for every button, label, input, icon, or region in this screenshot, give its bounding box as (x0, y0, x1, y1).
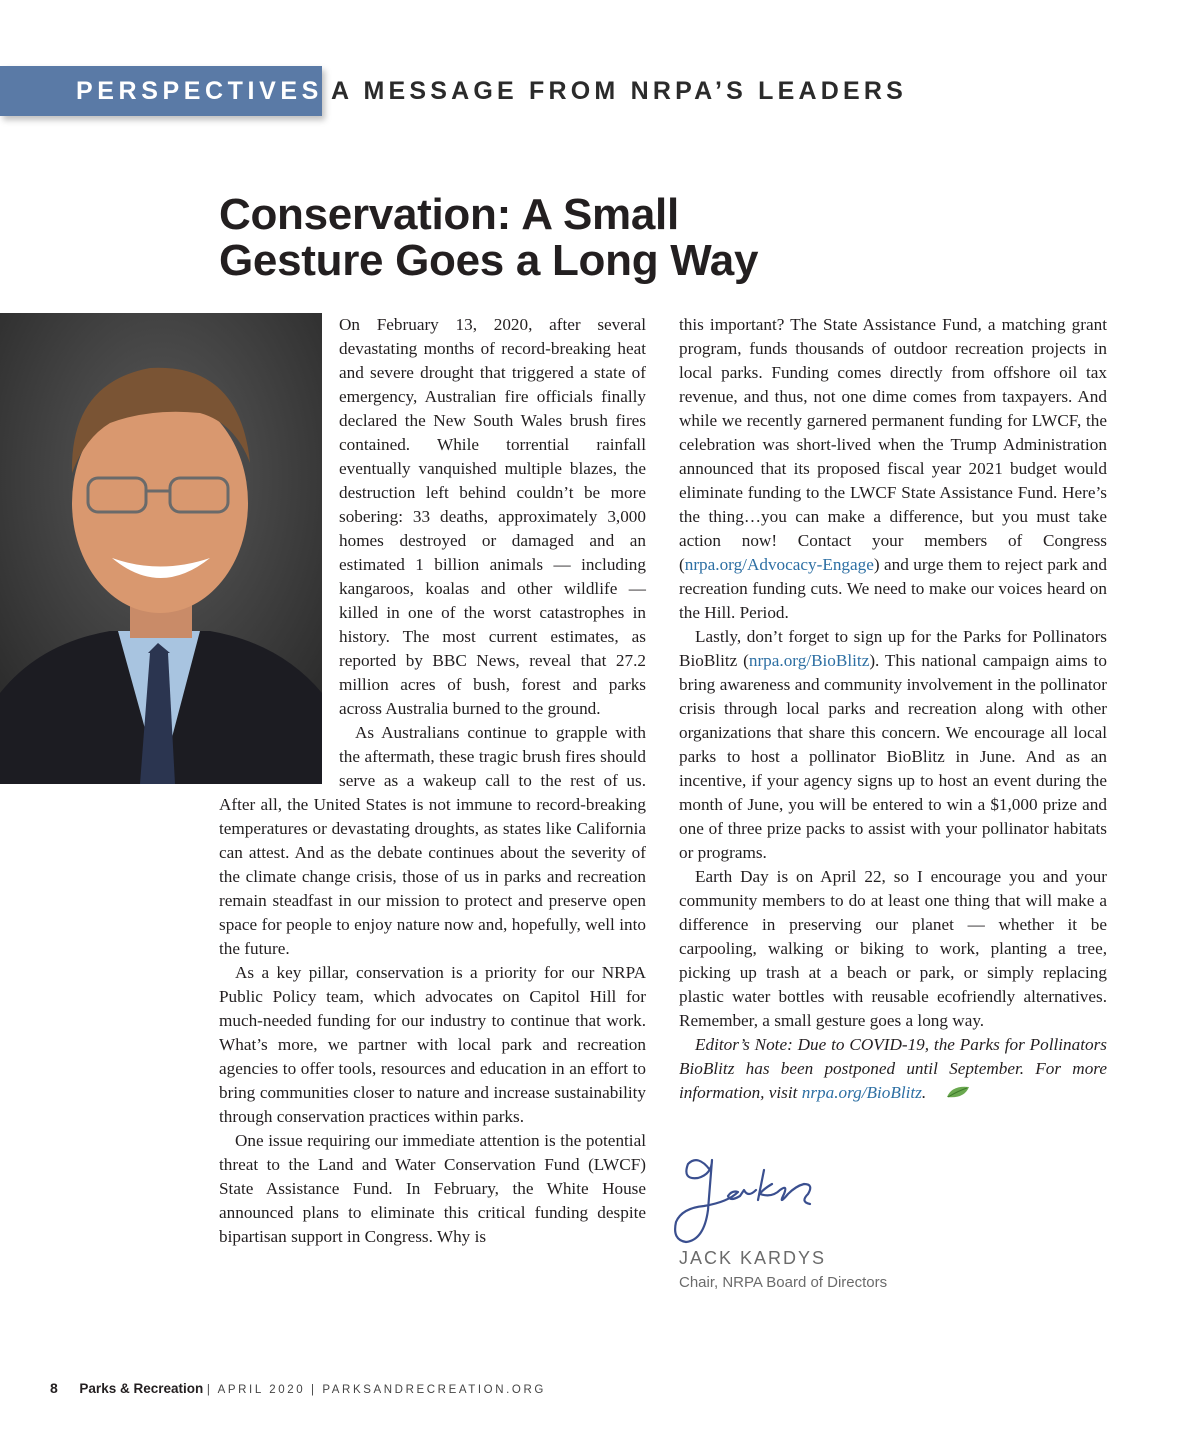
portrait-wrap-space (219, 313, 339, 781)
signature (668, 1150, 828, 1255)
section-subtitle: A MESSAGE FROM NRPA’S LEADERS (331, 77, 908, 105)
page-footer (50, 1380, 546, 1396)
leaf-icon (930, 1082, 970, 1106)
text-run: Lastly, don’t forget to sign up for the Parks for Pollinators BioBlitz ( (679, 627, 1107, 670)
bioblitz-note-link[interactable]: nrpa.org/BioBlitz (801, 1083, 922, 1102)
text-run: ) and urge them to reject park and recreation funding cuts. We need to make our voices heard on the Hill. Period. (679, 555, 1107, 622)
text-run: this important? The State Assistance Fund, a matching grant program, funds thousands of outdoor recreation projects in local parks. Funding comes directly from offshore oil tax revenue, and thus, not one dime comes from taxpayers. And while we recently garnered permanent funding for LWCF, the celebration was short-lived when the Trump Administration announced that its proposed fiscal year 2021 budget would eliminate funding to the LWCF State Assistance Fund. Here’s the thing…you can make a difference, but you must take action now! Contact your members of Congress ( (679, 315, 1107, 574)
signer-name: JACK KARDYS (679, 1248, 827, 1268)
title-line-2: Gesture Goes a Long Way (219, 236, 759, 285)
magazine-name: Parks & Recreation (79, 1381, 204, 1396)
paragraph: One issue requiring our immediate attention is the potential threat to the Land and Water Conservation Fund (LWCF) State Assistance Fund. In February, the White House announced plans to eliminate this critical funding despite bipartisan support in Congress. Why is (219, 1131, 646, 1246)
paragraph (679, 625, 1107, 865)
paragraph: As a key pillar, conservation is a priority for our NRPA Public Policy team, which advocates on Capitol Hill for much-needed funding for our industry to continue that work. What’s more, we partner with local park and recreation agencies to offer tools, resources and education in an effort to bring communities closer to nature and increase sustainability through conservation practices within parks. (219, 963, 646, 1126)
paragraph: Earth Day is on April 22, so I encourage you and your community members to do at least one thing that will make a difference in preserving our planet — whether it be carpooling, walking or biking to work, planting a tree, picking up trash at a beach or park, or simply replacing plastic water bottles with reusable ecofriendly alternatives. Remember, a small gesture goes a long way. (679, 867, 1107, 1030)
title-line-1: Conservation: A Small (219, 190, 679, 239)
text-run: ). This national campaign aims to bring awareness and community involvement in the pollinator crisis through local parks and recreation along with other organizations that share this concern. We encourage all local parks to host a pollinator BioBlitz in June. And as an incentive, if your agency signs up to host an event during the month of June, you will be entered to win a $1,000 prize and one of three prize packs to assist with your pollinator habitats or programs. (679, 651, 1107, 862)
bioblitz-link[interactable]: nrpa.org/BioBlitz (748, 651, 870, 670)
text-run: Editor’s Note: Due to COVID-19, the Parks for Pollinators BioBlitz has been postponed until September. For more information, visit (679, 1035, 1107, 1102)
editors-note (679, 1033, 1107, 1106)
page-number: 8 (50, 1380, 58, 1396)
section-label: PERSPECTIVES (76, 77, 323, 105)
column-left (219, 313, 646, 1249)
text-run: . (921, 1083, 927, 1102)
column-right (679, 313, 1107, 1106)
paragraph: As Australians continue to grapple with the aftermath, these tragic brush fires should serve as a wakeup call to the rest of us. After all, the United States is not immune to record-breaking temperatures or devastating droughts, as states like California can attest. And as the debate continues about the severity of the climate change crisis, those of us in parks and recreation remain steadfast in our mission to protect and preserve open space for people to enjoy nature now and, hopefully, well into the future. (219, 723, 646, 958)
advocacy-link[interactable]: nrpa.org/Advocacy-Engage (684, 555, 874, 574)
signer-title: Chair, NRPA Board of Directors (679, 1274, 888, 1291)
article-title (219, 192, 999, 284)
issue-meta: | APRIL 2020 | PARKSANDRECREATION.ORG (206, 1384, 546, 1396)
paragraph (679, 313, 1107, 625)
paragraph: On February 13, 2020, after several devastating months of record-breaking heat and severe drought that triggered a state of emergency, Australian fire officials finally declared the New South Wales brush fires contained. While torrential rainfall eventually vanquished multiple blazes, the destruction left behind couldn’t be more sobering: 33 deaths, approximately 3,000 homes destroyed or damaged and an estimated 1 billion animals — including kangaroos, koalas and other wildlife — killed in one of the worst catastrophes in history. The most current estimates, as reported by BBC News, reveal that 27.2 million acres of bush, forest and parks across Australia burned to the ground. (339, 315, 646, 718)
